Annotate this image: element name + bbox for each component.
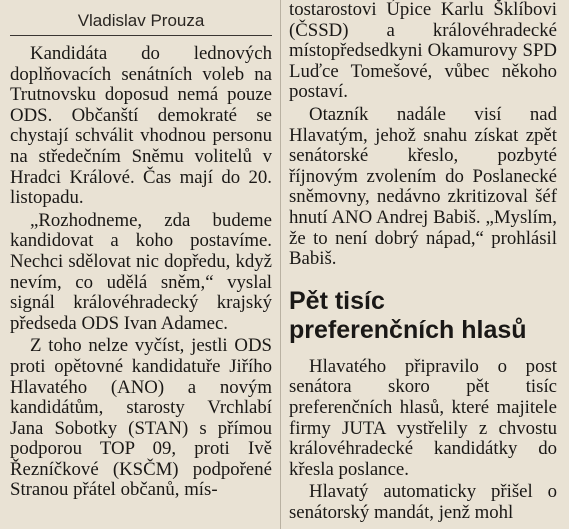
- paragraph-3: Z toho nelze vyčíst, jestli ODS proti opětovné kandidatuře Jiřího Hlavatého (ANO) a novým kandidátům, starosty Vrchlabí Jana Sobotky (STAN) s přímou podporou TOP 09, proti Ivě Řezníčkové (KSČM) podpořené Stranou přátel občanů, mís-: [10, 335, 272, 501]
- right-column: [289, 0, 557, 523]
- column-divider: [280, 0, 281, 529]
- paragraph-6: Hlavatého připravilo o post senátora skoro pět tisíc preferenčních hlasů, které majitele firmy JUTA vystřelily z chvostu královéhradecké kandidátky do křesla poslance.: [289, 355, 557, 480]
- paragraph-7: Hlavatý automaticky přišel o senátorský mandát, jenž mohl: [289, 481, 557, 523]
- paragraph-2: „Rozhodneme, zda budeme kandidovat a koho postavíme. Nechci sdělovat nic dopředu, když nevím, co udělá sněm,“ vyslal signál královéhradecký krajský předseda ODS Ivan Adamec.: [10, 209, 272, 334]
- subheadline: Pět tisíc preferenčních hlasů: [289, 286, 527, 344]
- left-column: [10, 0, 272, 501]
- paragraph-4: tostarostovi Úpice Karlu Šklíbovi (ČSSD) a královéhradecké místopředsedkyni Okamurovy SPD Luďce Tomešové, vůbec někoho postaví.: [289, 0, 557, 103]
- paragraph-5: Otazník nadále visí nad Hlavatým, jehož snahu získat zpět senátorské křeslo, pozbyté říjnovým zvolením do Poslanecké sněmovny, nedávno zkritizoval šéf hnutí ANO Andrej Babiš. „Myslím, že to není dobrý nápad,“ prohlásil Babiš.: [289, 103, 557, 270]
- paragraph-1: Kandidáta do lednových doplňovacích senátních voleb na Trutnovsku doposud nemá pouze ODS. Občanští demokraté se chystají schválit vhodnou personu na středečním Sněmu volitelů v Hradci Králové. Čas mají do 20. listopadu.: [10, 43, 272, 209]
- byline: Vladislav Prouza: [10, 7, 272, 36]
